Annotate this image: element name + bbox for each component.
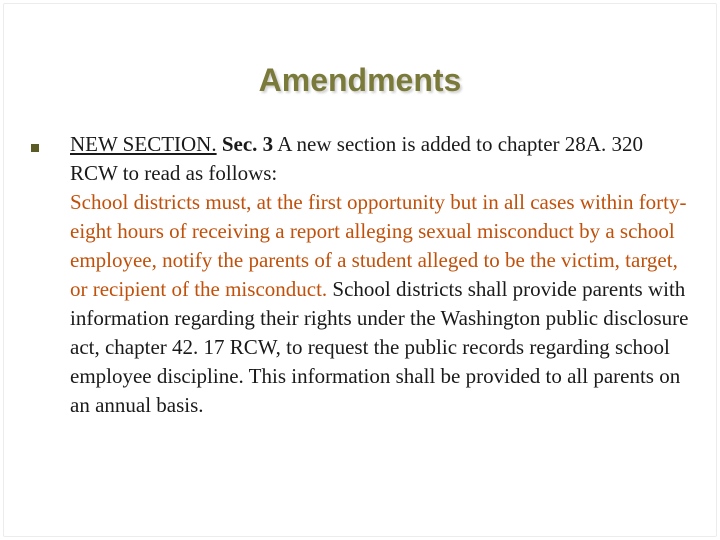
new-section-label: NEW SECTION. — [70, 132, 217, 156]
slide-title: Amendments — [258, 62, 462, 98]
amendment-paragraph — [70, 130, 690, 420]
intro-text: A new section is added to chapter 28A. 320 RCW to read as follows: — [70, 132, 643, 185]
closing-text: School districts shall provide parents with information regarding their rights under the Washington public disclosure act, chapter 42. 17 RCW, to request the public records regarding school employee discipline. This information shall be provided to all parents on an annual basis. — [70, 277, 689, 417]
highlighted-requirement: School districts must, at the first opportunity but in all cases within forty-eight hours of receiving a report alleging sexual misconduct by a school employee, notify the parents of a student alleged to be the victim, target, or recipient of the misconduct. — [70, 190, 687, 301]
section-number: Sec. 3 — [221, 132, 274, 156]
bullet-square-icon — [31, 144, 39, 152]
